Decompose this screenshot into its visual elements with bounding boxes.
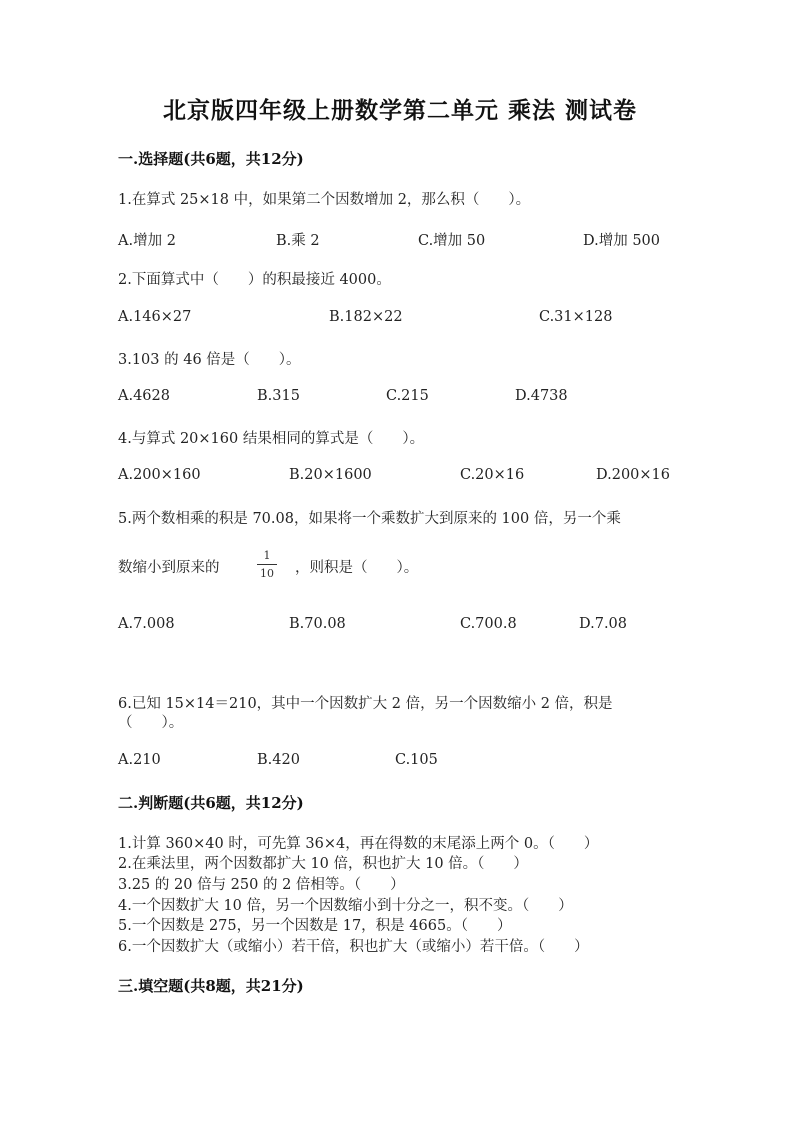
option-b: B.70.08 xyxy=(289,616,346,632)
option-d: D.7.08 xyxy=(579,616,628,632)
option-c: C.20×16 xyxy=(460,467,525,483)
question-stem: 1.在算式 25×18 中，如果第二个因数增加 2，那么积（ ）。 xyxy=(118,192,531,208)
judge-item: 3.25 的 20 倍与 250 的 2 倍相等。（ ） xyxy=(118,877,405,893)
judge-item: 2.在乘法里，两个因数都扩大 10 倍，积也扩大 10 倍。（ ） xyxy=(118,856,528,872)
page-title: 北京版四年级上册数学第二单元 乘法 测试卷 xyxy=(162,97,637,124)
option-d: D.4738 xyxy=(515,388,568,404)
fraction-bar xyxy=(257,564,277,565)
question-stem: 4.与算式 20×160 结果相同的算式是（ ）。 xyxy=(118,431,425,447)
question-stem-line2: （ ）。 xyxy=(118,715,184,731)
option-c: C.700.8 xyxy=(460,616,517,632)
judge-item: 4.一个因数扩大 10 倍，另一个因数缩小到十分之一，积不变。（ ） xyxy=(118,898,573,914)
option-d: D.200×16 xyxy=(596,467,670,483)
question-stem-line2: 数缩小到原来的 xyxy=(118,560,220,576)
judge-item: 1.计算 360×40 时，可先算 36×4，再在得数的末尾添上两个 0。（ ） xyxy=(118,836,599,852)
option-b: B.乘 2 xyxy=(276,233,320,249)
fraction-numerator: 1 xyxy=(263,549,271,562)
option-a: A.210 xyxy=(118,752,161,768)
option-a: A.7.008 xyxy=(118,616,175,632)
option-b: B.315 xyxy=(257,388,300,404)
judge-item: 5.一个因数是 275，另一个因数是 17，积是 4665。（ ） xyxy=(118,918,512,934)
question-stem: 5.两个数相乘的积是 70.08，如果将一个乘数扩大到原来的 100 倍，另一个乘 xyxy=(118,511,621,527)
option-a: A.增加 2 xyxy=(118,233,176,249)
option-b: B.20×1600 xyxy=(289,467,372,483)
option-c: C.215 xyxy=(386,388,429,404)
option-c: C.105 xyxy=(395,752,438,768)
judge-item: 6.一个因数扩大（或缩小）若干倍，积也扩大（或缩小）若干倍。（ ） xyxy=(118,939,589,955)
question-stem-line2-after: ，则积是（ ）。 xyxy=(295,560,419,576)
option-c: C.31×128 xyxy=(539,309,613,325)
fraction-denominator: 10 xyxy=(260,567,274,580)
option-c: C.增加 50 xyxy=(418,233,486,249)
option-a: A.146×27 xyxy=(118,309,192,325)
option-a: A.200×160 xyxy=(118,467,201,483)
fraction xyxy=(254,549,280,580)
option-b: B.420 xyxy=(257,752,300,768)
option-d: D.增加 500 xyxy=(583,233,661,249)
question-stem: 2.下面算式中（ ）的积最接近 4000。 xyxy=(118,272,391,288)
option-a: A.4628 xyxy=(118,388,170,404)
section-heading-fill: 三.填空题(共8题，共21分) xyxy=(118,977,304,995)
question-stem: 6.已知 15×14＝210，其中一个因数扩大 2 倍，另一个因数缩小 2 倍，积是 xyxy=(118,696,613,712)
question-stem: 3.103 的 46 倍是（ ）。 xyxy=(118,352,301,368)
section-heading-judge: 二.判断题(共6题，共12分) xyxy=(118,794,304,812)
section-heading-choice: 一.选择题(共6题，共12分) xyxy=(118,150,304,168)
option-b: B.182×22 xyxy=(329,309,403,325)
